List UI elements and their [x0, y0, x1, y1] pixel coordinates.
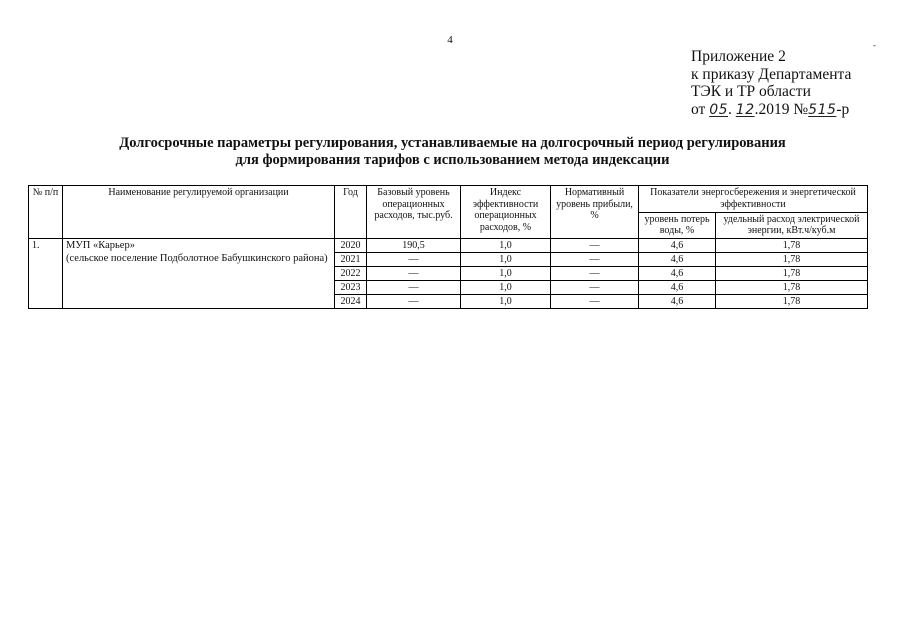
cell-efficiency-index: 1,0 — [461, 267, 551, 281]
date-year: .2019 № — [754, 100, 809, 118]
header-org: Наименование регулируемой организации — [63, 186, 335, 239]
organization-name: МУП «Карьер» — [66, 240, 135, 251]
appendix-line-1: Приложение 2 — [691, 48, 786, 65]
cell-efficiency-index: 1,0 — [461, 295, 551, 309]
handwritten-month: 12 — [735, 101, 755, 118]
corner-mark: - — [873, 40, 876, 50]
organization-note: (сельское поселение Подболотное Бабушкинского района) — [66, 252, 328, 264]
header-num: № п/п — [29, 186, 63, 239]
appendix-block — [691, 48, 851, 119]
header-energy-group: Показатели энергосбережения и энергетической эффективности — [639, 186, 868, 213]
header-base-level: Базовый уровень операционных расходов, тыс.руб. — [367, 186, 461, 239]
cell-base-level: — — [367, 253, 461, 267]
cell-profit-level: — — [551, 281, 639, 295]
title-line-2: для формирования тарифов с использованием метода индексации — [235, 152, 670, 168]
cell-water-loss: 4,6 — [639, 253, 716, 267]
page-number: 4 — [447, 34, 453, 46]
date-prefix: от — [691, 100, 706, 118]
cell-electricity: 1,78 — [716, 253, 868, 267]
appendix-line-2: к приказу Департамента — [691, 65, 852, 83]
header-water-loss: уровень потерь воды, % — [639, 212, 716, 239]
cell-efficiency-index: 1,0 — [461, 239, 551, 253]
cell-base-level: — — [367, 295, 461, 309]
cell-base-level: 190,5 — [367, 239, 461, 253]
cell-profit-level: — — [551, 239, 639, 253]
header-year: Год — [335, 186, 367, 239]
cell-year: 2021 — [335, 253, 367, 267]
cell-year: 2023 — [335, 281, 367, 295]
cell-efficiency-index: 1,0 — [461, 281, 551, 295]
order-suffix: -р — [836, 100, 850, 118]
cell-year: 2020 — [335, 239, 367, 253]
appendix-date-line — [691, 101, 851, 120]
cell-water-loss: 4,6 — [639, 295, 716, 309]
document-title — [0, 135, 905, 169]
header-efficiency-index: Индекс эффективности операционных расходов, % — [461, 186, 551, 239]
cell-electricity: 1,78 — [716, 295, 868, 309]
cell-profit-level: — — [551, 295, 639, 309]
cell-year: 2024 — [335, 295, 367, 309]
cell-water-loss: 4,6 — [639, 281, 716, 295]
title-line-1: Долгосрочные параметры регулирования, устанавливаемые на долгосрочный период регулирования — [119, 135, 786, 151]
handwritten-order-number: 515 — [808, 101, 837, 118]
handwritten-day: 05 — [709, 101, 729, 118]
cell-base-level: — — [367, 281, 461, 295]
row-number: 1. — [29, 239, 63, 309]
cell-year: 2022 — [335, 267, 367, 281]
cell-base-level: — — [367, 267, 461, 281]
parameters-table — [28, 185, 868, 309]
cell-electricity: 1,78 — [716, 239, 868, 253]
header-electricity: удельный расход электрической энергии, кВт.ч/куб.м — [716, 212, 868, 239]
cell-electricity: 1,78 — [716, 281, 868, 295]
date-separator: . — [728, 100, 732, 118]
cell-profit-level: — — [551, 253, 639, 267]
cell-efficiency-index: 1,0 — [461, 253, 551, 267]
cell-water-loss: 4,6 — [639, 239, 716, 253]
cell-electricity: 1,78 — [716, 267, 868, 281]
appendix-line-3: ТЭК и ТР области — [691, 83, 811, 100]
organization-cell — [63, 239, 335, 309]
cell-profit-level: — — [551, 267, 639, 281]
cell-water-loss: 4,6 — [639, 267, 716, 281]
header-profit-level: Нормативный уровень прибыли, % — [551, 186, 639, 239]
